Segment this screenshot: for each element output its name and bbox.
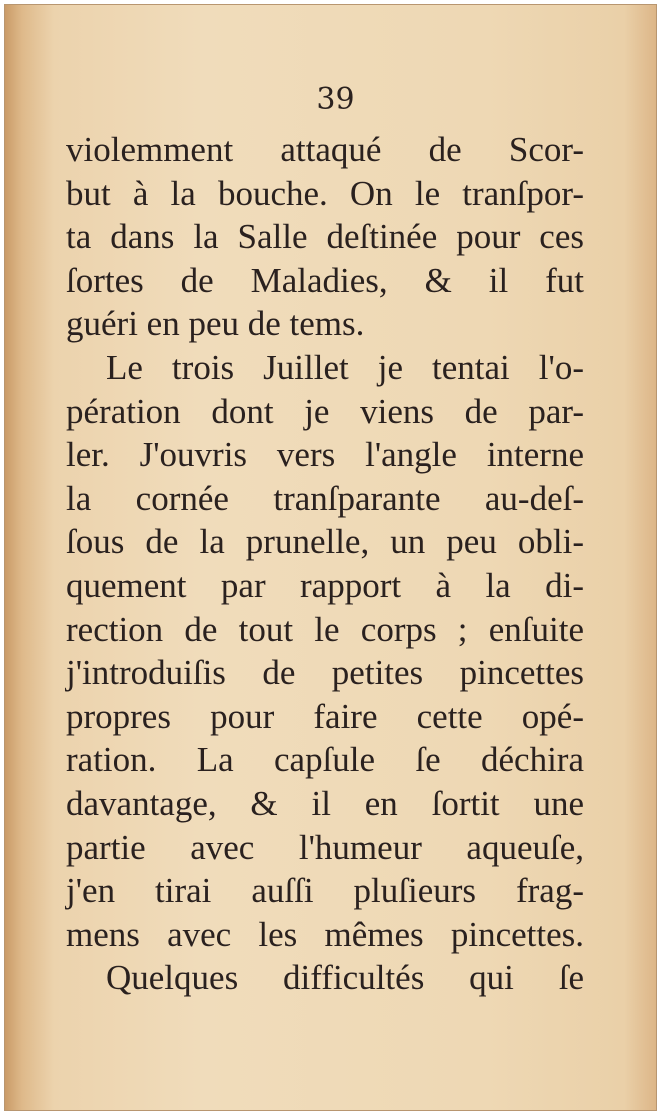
text-line: ſous de la prunelle, un peu obli-: [66, 522, 584, 562]
text-line: pération dont je viens de par-: [66, 391, 584, 431]
text-line: j'en tirai auſſi pluſieurs frag-: [66, 871, 584, 911]
text-line: violemment attaqué de Scor-: [66, 130, 584, 169]
text-line: guéri en peu de tems.: [66, 304, 365, 344]
book-page: [4, 4, 657, 1111]
text-line: ſortes de Maladies, & il fut: [66, 260, 584, 300]
text-line: propres pour faire cette opé-: [66, 696, 584, 736]
text-line: rection de tout le corps ; enſuite: [66, 609, 584, 649]
text-line: Quelques difficultés qui ſe: [106, 958, 584, 998]
text-line: ta dans la Salle deſtinée pour ces: [66, 217, 584, 257]
text-line: partie avec l'humeur aqueuſe,: [66, 827, 584, 867]
text-line: davantage, & il en ſortit une: [66, 783, 584, 823]
text-line: quement par rapport à la di-: [66, 565, 584, 605]
text-line: Le trois Juillet je tentai l'o-: [106, 347, 584, 387]
text-line: ler. J'ouvris vers l'angle interne: [66, 435, 584, 475]
text-line: j'introduiſis de petites pincettes: [66, 653, 584, 693]
page-number: 39: [316, 82, 355, 117]
body-text: [66, 128, 584, 1000]
text-line: ration. La capſule ſe déchira: [66, 740, 584, 780]
text-line: la cornée tranſparante au-deſ-: [66, 478, 584, 518]
text-line: but à la bouche. On le tranſpor-: [66, 173, 584, 213]
text-line: mens avec les mêmes pincettes.: [66, 914, 584, 954]
